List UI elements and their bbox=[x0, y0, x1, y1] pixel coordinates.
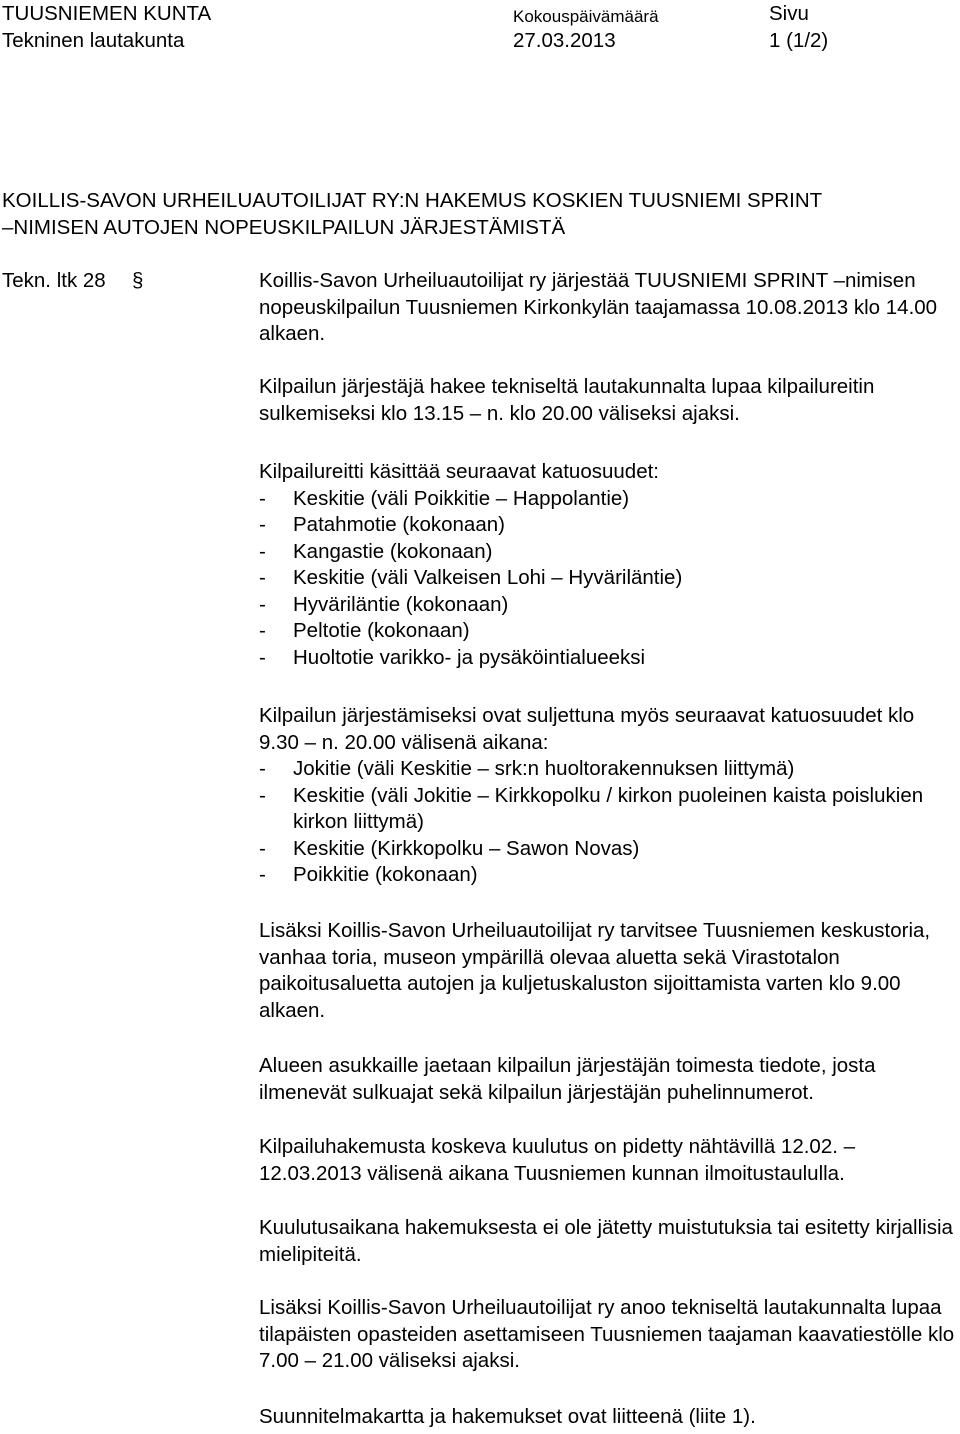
paragraph-text: Suunnitelmakartta ja hakemukset ovat liitteenä (liite 1). bbox=[259, 1405, 756, 1428]
closed-streets-intro: Kilpailun järjestämiseksi ovat suljettuna myös seuraavat katuosuudet klo 9.30 – n. 20.00 välisenä aikana: bbox=[259, 704, 915, 754]
closed-streets-section bbox=[259, 703, 959, 889]
paragraph-5 bbox=[259, 918, 959, 1024]
date-label: Kokouspäivämäärä bbox=[513, 7, 659, 26]
list-item: - Keskitie (väli Poikkitie – Happolantie) bbox=[259, 486, 630, 510]
paragraph-10 bbox=[259, 1404, 959, 1431]
route-intro: Kilpailureitti käsittää seuraavat katuosuudet: bbox=[259, 460, 659, 483]
list-item: - Jokitie (väli Keskitie – srk:n huoltorakennuksen liittymä) bbox=[259, 757, 795, 780]
paragraph-1 bbox=[259, 268, 959, 348]
route-section bbox=[259, 459, 959, 671]
paragraph-text: Koillis-Savon Urheiluautoilijat ry järjestää TUUSNIEMI SPRINT –nimisen nopeuskilpailun Tuusniemen Kirkonkylän taajamassa 10.08.2013 klo 14.00 alkaen. bbox=[259, 269, 938, 345]
list-item: - Keskitie (Kirkkopolku – Sawon Novas) bbox=[259, 836, 640, 860]
committee-name: Tekninen lautakunta bbox=[2, 29, 185, 52]
paragraph-text: Lisäksi Koillis-Savon Urheiluautoilijat ry tarvitsee Tuusniemen keskustoria, vanhaa toria, museon ympärillä olevaa aluetta sekä Virastotalon paikoitusaluetta autojen ja kuljetuskaluston sijoittamista varten klo 9.00 alkaen. bbox=[259, 919, 931, 1022]
paragraph-9 bbox=[259, 1295, 959, 1375]
page-number: 1 (1/2) bbox=[769, 29, 829, 52]
list-item: - Poikkitie (kokonaan) bbox=[259, 863, 478, 886]
paragraph-text: Kilpailuhakemusta koskeva kuulutus on pidetty nähtävillä 12.02. – 12.03.2013 välisenä aikana Tuusniemen kunnan ilmoitustaululla. bbox=[259, 1135, 856, 1185]
paragraph-text: Kuulutusaikana hakemuksesta ei ole jätetty muistutuksia tai esitetty kirjallisia mielipiteitä. bbox=[259, 1216, 953, 1266]
paragraph-8 bbox=[259, 1215, 959, 1268]
org-name: TUUSNIEMEN KUNTA bbox=[2, 2, 212, 25]
list-item: - Hyväriläntie (kokonaan) bbox=[259, 592, 509, 616]
title-line-1: KOILLIS-SAVON URHEILUAUTOILIJAT RY:N HAKEMUS KOSKIEN TUUSNIEMI SPRINT bbox=[2, 189, 823, 212]
paragraph-text: Kilpailun järjestäjä hakee tekniseltä lautakunnalta lupaa kilpailureitin sulkemiseksi klo 13.15 – n. klo 20.00 väliseksi ajaksi. bbox=[259, 375, 875, 425]
closed-streets-list bbox=[259, 756, 959, 889]
section-reference: Tekn. ltk 28 bbox=[2, 269, 106, 292]
document-title bbox=[2, 188, 952, 241]
list-item: - Keskitie (väli Jokitie – Kirkkopolku / kirkon puoleinen kaista poislukien kirkon liittymä) bbox=[259, 783, 924, 833]
list-item: - Huoltotie varikko- ja pysäköintialueeksi bbox=[259, 645, 646, 669]
title-line-2: –NIMISEN AUTOJEN NOPEUSKILPAILUN JÄRJESTÄMISTÄ bbox=[2, 215, 566, 239]
section-sign: § bbox=[132, 269, 144, 292]
list-item: - Keskitie (väli Valkeisen Lohi – Hyväriläntie) bbox=[259, 566, 683, 589]
date-value: 27.03.2013 bbox=[513, 29, 616, 52]
page-label: Sivu bbox=[769, 2, 809, 25]
list-item: - Peltotie (kokonaan) bbox=[259, 619, 470, 642]
list-item: - Patahmotie (kokonaan) bbox=[259, 513, 505, 536]
list-item: - Kangastie (kokonaan) bbox=[259, 539, 493, 563]
paragraph-text: Alueen asukkaille jaetaan kilpailun järjestäjän toimesta tiedote, josta ilmenevät sulkuajat sekä kilpailun järjestäjän puhelinnumerot. bbox=[259, 1054, 876, 1104]
paragraph-text: Lisäksi Koillis-Savon Urheiluautoilijat ry anoo tekniseltä lautakunnalta lupaa tilapäisten opasteiden asettamiseen Tuusniemen taajaman kaavatiestölle klo 7.00 – 21.00 väliseksi ajaksi. bbox=[259, 1296, 955, 1372]
route-list bbox=[259, 486, 959, 672]
paragraph-2 bbox=[259, 374, 959, 427]
paragraph-7 bbox=[259, 1134, 959, 1187]
paragraph-6 bbox=[259, 1053, 959, 1106]
